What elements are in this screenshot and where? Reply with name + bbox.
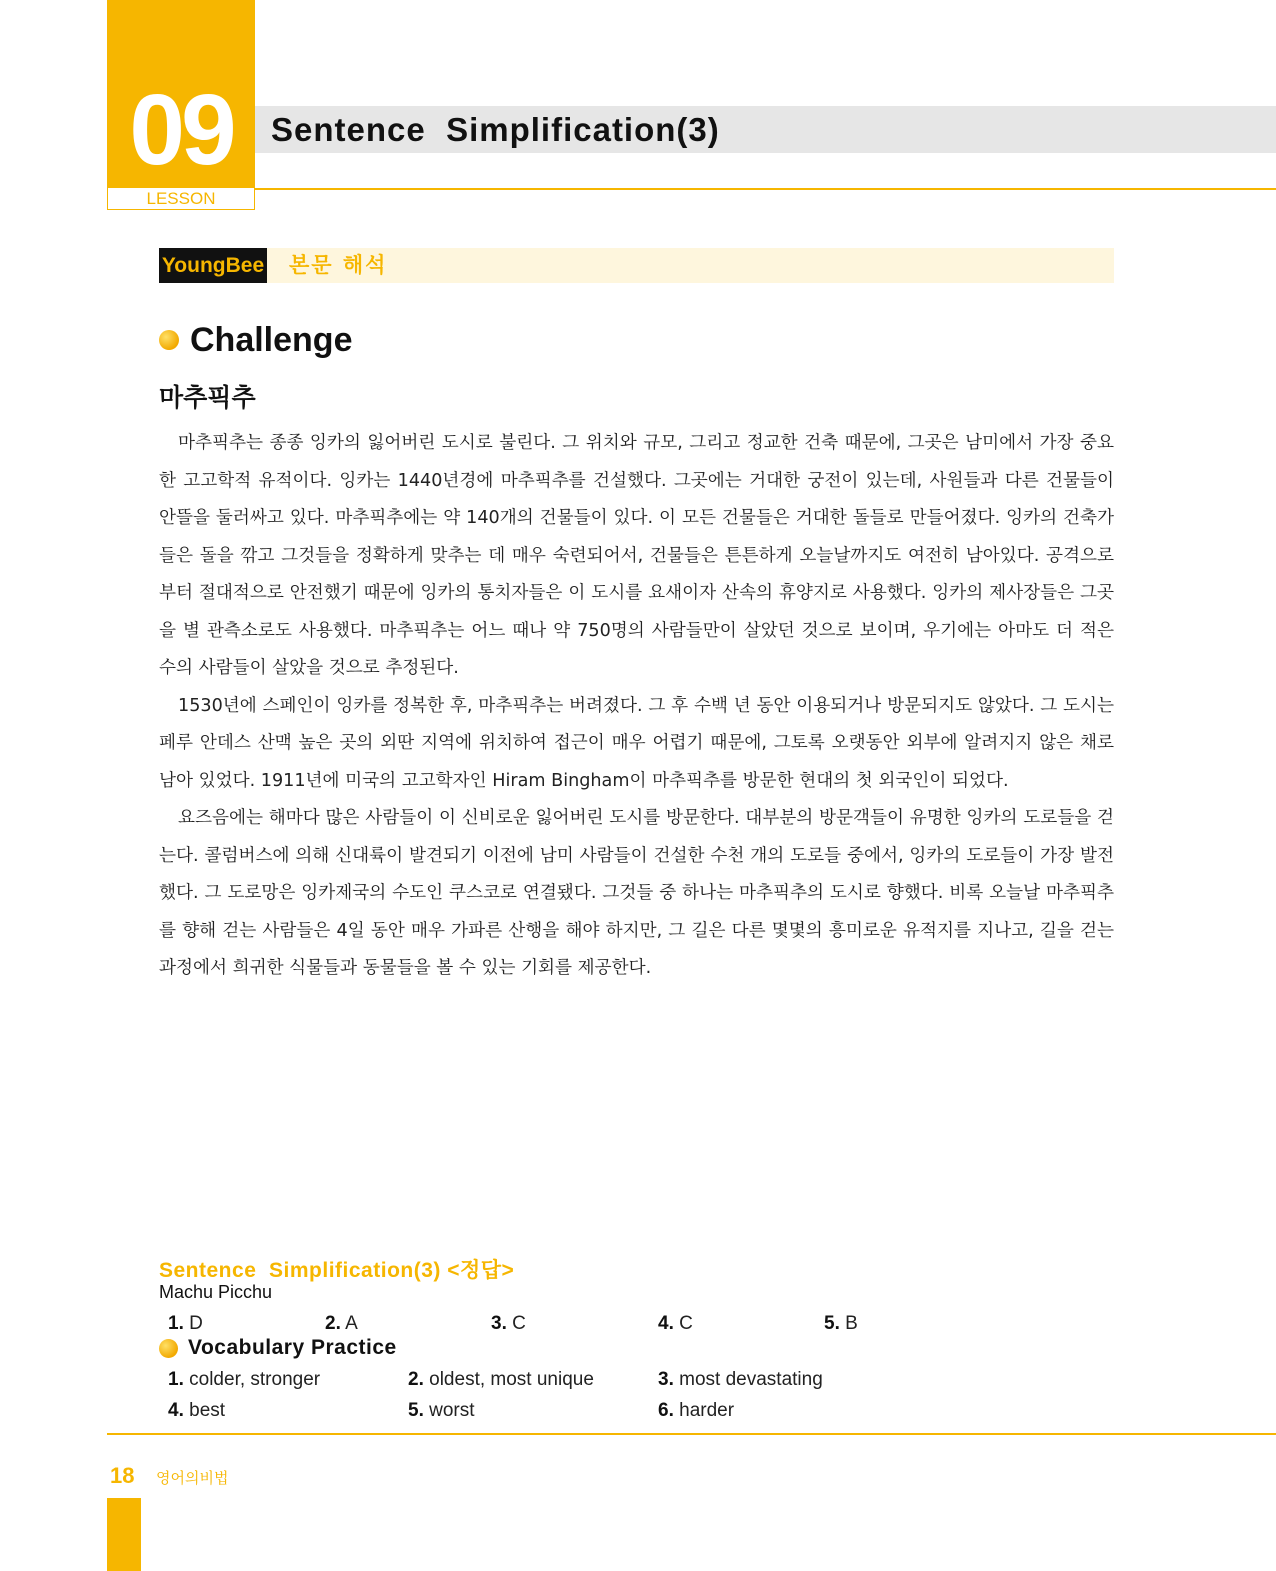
challenge-heading (159, 318, 352, 362)
section-header (159, 248, 1114, 283)
footer-rule (107, 1433, 1276, 1435)
footer-accent-bar (107, 1498, 141, 1571)
answer-number: 5. (824, 1313, 840, 1334)
vocab-heading-text: Vocabulary Practice (188, 1336, 397, 1359)
answer-value: C (679, 1313, 693, 1334)
answer-item (325, 1313, 358, 1335)
passage-paragraph: 1530년에 스페인이 잉카를 정복한 후, 마추픽추는 버려졌다. 그 후 수백 년 동안 이용되거나 방문되지도 않았다. 그 도시는 페루 안데스 산맥 높은 곳의 외딴 지역에 위치하여 접근이 매우 어렵기 때문에, 그토록 오랫동안 외부에 알려지지 않은 채로 남아 있었다. 1911년에 미국의 고고학자인 Hiram Bingham이 마추픽추를 방문한 현대의 첫 외국인이 되었다. (159, 695, 1114, 791)
passage-subtitle: 마추픽추 (159, 383, 256, 412)
vocab-value: best (189, 1400, 226, 1421)
title-band (255, 106, 1276, 153)
answer-item (491, 1313, 526, 1335)
lesson-block (107, 0, 255, 188)
answer-value: B (845, 1313, 858, 1334)
bullet-dot-icon (159, 1339, 178, 1358)
section-title: 본문 해석 (289, 253, 388, 277)
vocab-number: 4. (168, 1400, 184, 1421)
vocab-item (658, 1400, 734, 1422)
challenge-heading-text: Challenge (190, 320, 353, 359)
lesson-number: 09 (129, 74, 233, 186)
passage-body (159, 425, 1114, 988)
answer-item (658, 1313, 693, 1335)
page-title: Sentence Simplification(3) (271, 111, 720, 148)
vocab-value: harder (679, 1400, 735, 1421)
vocab-number: 3. (658, 1369, 674, 1390)
vocab-item (408, 1400, 475, 1422)
book-name: 영어의비법 (156, 1469, 229, 1487)
passage-paragraph: 요즈음에는 해마다 많은 사람들이 이 신비로운 잃어버린 도시를 방문한다. 대부분의 방문객들이 유명한 잉카의 도로들을 걷는다. 콜럼버스에 의해 신대륙이 발견되기 이전에 남미 사람들이 건설한 수천 개의 도로들 중에서, 잉카의 도로들이 가장 발전했다. 그 도로망은 잉카제국의 수도인 쿠스코로 연결됐다. 그것들 중 하나는 마추픽추의 도시로 향했다. 비록 오늘날 마추픽추를 향해 걷는 사람들은 4일 동안 매우 가파른 산행을 해야 하지만, 그 길은 다른 몇몇의 흥미로운 유적지를 지나고, 길을 걷는 과정에서 희귀한 식물들과 동물들을 볼 수 있는 기회를 제공한다. (159, 808, 1114, 978)
vocab-number: 1. (168, 1369, 184, 1390)
vocab-value: colder, stronger (189, 1369, 321, 1390)
vocab-number: 6. (658, 1400, 674, 1421)
answer-item (824, 1313, 858, 1335)
brand-tag: YoungBee (159, 248, 267, 283)
vocab-item (408, 1369, 594, 1391)
answers-subtitle: Machu Picchu (159, 1282, 273, 1302)
page-number: 18 (110, 1463, 135, 1488)
answer-number: 3. (491, 1313, 507, 1334)
vocab-item (168, 1369, 320, 1391)
title-rule (255, 188, 1276, 190)
vocab-value: most devastating (679, 1369, 823, 1390)
lesson-label: LESSON (107, 188, 255, 210)
answer-number: 2. (325, 1313, 341, 1334)
vocab-value: worst (429, 1400, 475, 1421)
answer-value: D (189, 1313, 203, 1334)
answer-value: C (512, 1313, 526, 1334)
bullet-dot-icon (159, 330, 179, 350)
answers-title: Sentence Simplification(3) <정답> (159, 1259, 515, 1282)
vocab-item (168, 1400, 225, 1422)
vocab-item (658, 1369, 823, 1391)
vocab-number: 5. (408, 1400, 424, 1421)
vocab-value: oldest, most unique (429, 1369, 594, 1390)
answer-item (168, 1313, 203, 1335)
passage-paragraph: 마추픽추는 종종 잉카의 잃어버린 도시로 불린다. 그 위치와 규모, 그리고 정교한 건축 때문에, 그곳은 남미에서 가장 중요한 고고학적 유적이다. 잉카는 1440년경에 마추픽추를 건설했다. 그곳에는 거대한 궁전이 있는데, 사원들과 다른 건물들이 안뜰을 둘러싸고 있다. 마추픽추에는 약 140개의 건물들이 있다. 이 모든 건물들은 거대한 돌들로 만들어졌다. 잉카의 건축가들은 돌을 깎고 그것들을 정확하게 맞추는 데 매우 숙련되어서, 건물들은 튼튼하게 오늘날까지도 여전히 남아있다. 공격으로부터 절대적으로 안전했기 때문에 잉카의 통치자들은 이 도시를 요새이자 산속의 휴양지로 사용했다. 잉카의 제사장들은 그곳을 별 관측소로도 사용했다. 마추픽추는 어느 때나 약 750명의 사람들만이 살았던 것으로 보이며, 우기에는 아마도 더 적은 수의 사람들이 살았을 것으로 추정된다. (159, 433, 1114, 678)
answer-number: 1. (168, 1313, 184, 1334)
answer-number: 4. (658, 1313, 674, 1334)
vocab-heading (159, 1336, 397, 1360)
vocab-number: 2. (408, 1369, 424, 1390)
answer-value: A (345, 1313, 358, 1334)
